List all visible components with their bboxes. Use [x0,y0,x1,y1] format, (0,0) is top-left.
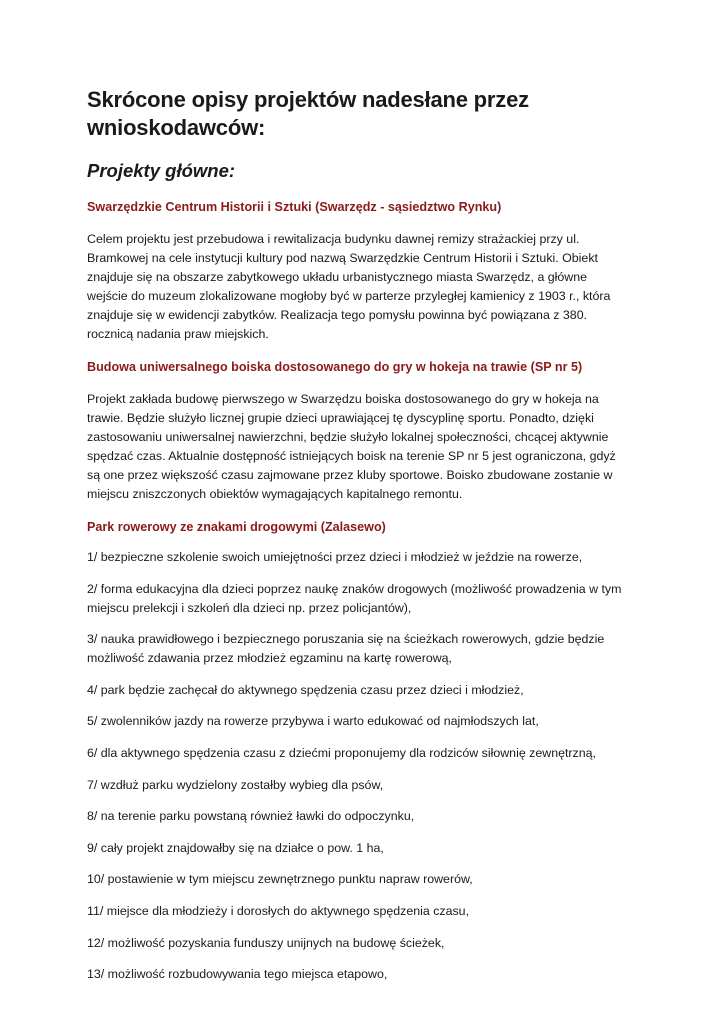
list-item: 10/ postawienie w tym miejscu zewnętrznego punktu napraw rowerów, [87,872,473,887]
list-item: 5/ zwolenników jazdy na rowerze przybywa i warto edukować od najmłodszych lat, [87,714,539,729]
project-list [87,548,628,984]
list-item: 13/ możliwość rozbudowywania tego miejsca etapowo, [87,967,388,982]
project-heading: Swarzędzkie Centrum Historii i Sztuki (Swarzędz - sąsiedztwo Rynku) [87,200,502,214]
project-description: Projekt zakłada budowę pierwszego w Swarzędzu boiska dostosowanego do gry w hokeja na trawie. Będzie służyło licznej grupie dzieci uprawiającej tę dyscyplinę sportu. Ponadto, dzięki zastosowaniu uniwersalnej nawierzchni, będzie służyło lokalnej społeczności, chcącej aktywnie spędzać czas. Aktualnie dostępność istniejących boisk na terenie SP nr 5 jest ograniczona, gdyż są one przez większość czasu zajmowane przez kluby sportowe. Boisko zbudowane zostanie w miejscu zniszczonych obiektów wymagających kapitalnego remontu. [87,392,616,501]
list-item: 4/ park będzie zachęcał do aktywnego spędzenia czasu przez dzieci i młodzież, [87,682,524,697]
list-item: 6/ dla aktywnego spędzenia czasu z dziećmi proponujemy dla rodziców siłownię zewnętrzną, [87,745,596,760]
list-item: 9/ cały projekt znajdowałby się na działce o pow. 1 ha, [87,840,384,855]
list-item: 12/ możliwość pozyskania funduszy unijnych na budowę ścieżek, [87,935,445,950]
list-item: 8/ na terenie parku powstaną również ławki do odpoczynku, [87,809,415,824]
list-item: 2/ forma edukacyjna dla dzieci poprzez naukę znaków drogowych (możliwość prowadzenia w tym miejscu prelekcji i szkoleń dla dzieci np. przez policjantów), [87,581,622,615]
document-title: Skrócone opisy projektów nadesłane przez wnioskodawców: [87,87,529,140]
project-description: Celem projektu jest przebudowa i rewitalizacja budynku dawnej remizy strażackiej przy ul. Bramkowej na cele instytucji kultury pod nazwą Swarzędzkie Centrum Historii i Sztuki. Obiekt znajduje się na obszarze zabytkowego układu urbanistycznego miasta Swarzędz, a główne wejście do muzeum zlokalizowane mogłoby być w parterze przyległej kamienicy z 1903 r., która znajduje się w ewidencji zabytków. Realizacja tego pomysłu powinna być powiązana z 380. rocznicą nadania praw miejskich. [87,232,611,341]
section-subtitle: Projekty główne: [87,160,236,181]
project-heading: Park rowerowy ze znakami drogowymi (Zalasewo) [87,520,386,534]
list-item: 3/ nauka prawidłowego i bezpiecznego poruszania się na ścieżkach rowerowych, gdzie będzie możliwość zdawania przez młodzież egzaminu na kartę rowerową, [87,632,605,666]
list-item: 1/ bezpieczne szkolenie swoich umiejętności przez dzieci i młodzież w jeździe na rowerze, [87,550,583,564]
list-item: 7/ wzdłuż parku wydzielony zostałby wybieg dla psów, [87,777,384,792]
list-item: 11/ miejsce dla młodzieży i dorosłych do aktywnego spędzenia czasu, [87,903,470,918]
project-heading: Budowa uniwersalnego boiska dostosowanego do gry w hokeja na trawie (SP nr 5) [87,360,583,374]
